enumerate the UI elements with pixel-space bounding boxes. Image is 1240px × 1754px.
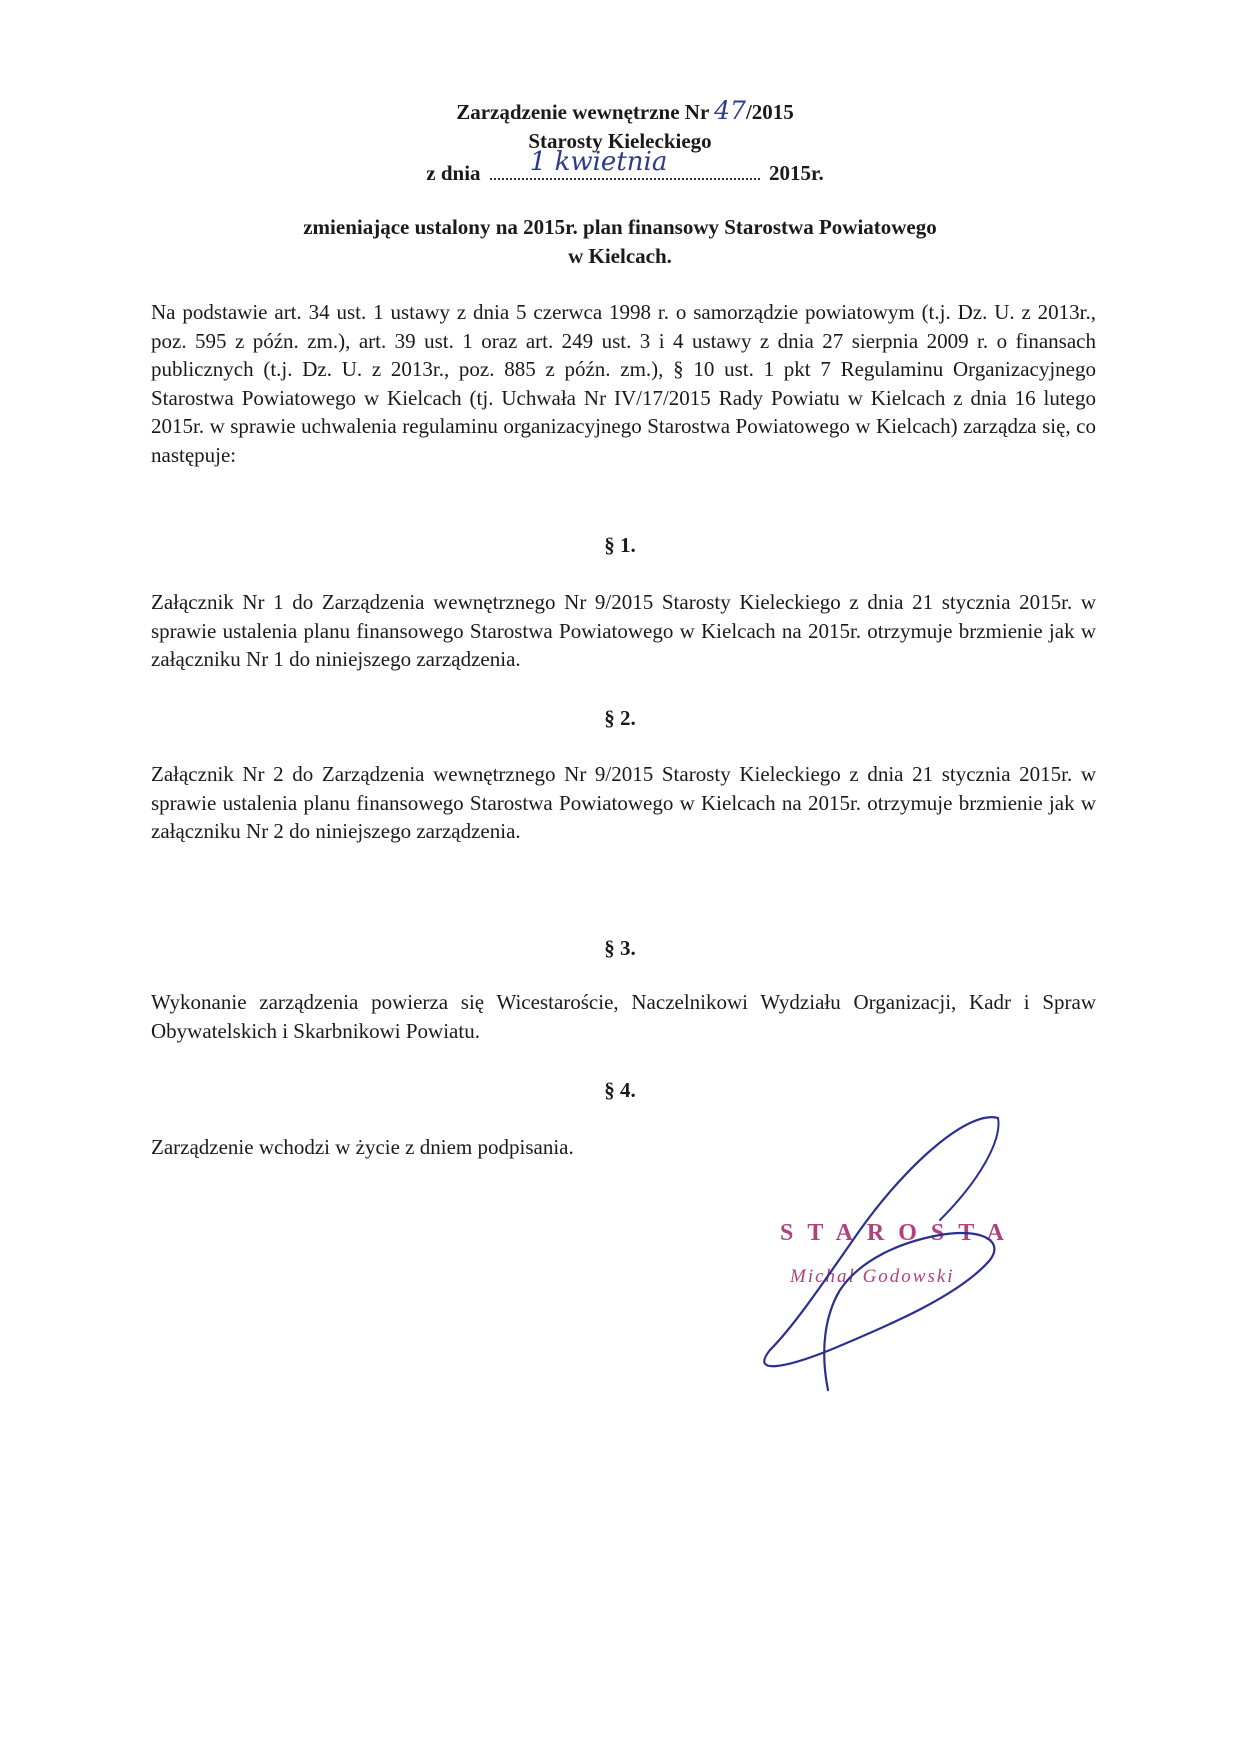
date-suffix: 2015r. bbox=[769, 161, 824, 185]
handwritten-date: 1 kwietnia bbox=[529, 147, 668, 177]
title-suffix: /2015 bbox=[745, 100, 794, 124]
section-3-text: Wykonanie zarządzenia powierza się Wicestaroście, Naczelnikowi Wydziału Organizacji, Kadr i Spraw Obywatelskich i Skarbnikowi Powiatu. bbox=[151, 990, 1096, 1043]
document-title bbox=[5, 96, 1240, 127]
title-prefix: Zarządzenie wewnętrzne Nr bbox=[456, 100, 709, 124]
stamp-name: Michał Godowski bbox=[790, 1266, 955, 1287]
document-subject bbox=[0, 213, 1240, 271]
section-3-heading: § 3. bbox=[604, 936, 636, 960]
date-dotted-field bbox=[490, 147, 760, 180]
section-2-text: Załącznik Nr 2 do Zarządzenia wewnętrznego Nr 9/2015 Starosty Kieleckiego z dnia 21 stycznia 2015r. w sprawie ustalenia planu finansowego Starostwa Powiatowego w Kielcach na 2015r. otrzymuje brzmienie jak w załączniku Nr 2 do niniejszego zarządzenia. bbox=[151, 762, 1096, 843]
stamp-title: STAROSTA bbox=[780, 1220, 1018, 1246]
subject-line-1: zmieniające ustalony na 2015r. plan finansowy Starostwa Powiatowego bbox=[303, 215, 937, 239]
handwritten-signature bbox=[740, 1100, 1020, 1400]
document-header bbox=[0, 96, 1240, 188]
preamble: Na podstawie art. 34 ust. 1 ustawy z dnia 5 czerwca 1998 r. o samorządzie powiatowym (t.j. Dz. U. z 2013r., poz. 595 z późn. zm.), art. 39 ust. 1 oraz art. 249 ust. 3 i 4 ustawy z dnia 27 sierpnia 2009 r. o finansach publicznych (t.j. Dz. U. z 2013r., poz. 885 z późn. zm.), § 10 ust. 1 pkt 7 Regulaminu Organizacyjnego Starostwa Powiatowego w Kielcach (tj. Uchwała Nr IV/17/2015 Rady Powiatu w Kielcach z dnia 16 lutego 2015r. w sprawie uchwalenia regulaminu organizacyjnego Starostwa Powiatowego w Kielcach) zarządza się, co następuje: bbox=[151, 300, 1096, 467]
handwritten-number: 47 bbox=[714, 96, 746, 125]
document-date bbox=[5, 147, 1240, 188]
date-prefix: z dnia bbox=[426, 161, 481, 185]
section-4-heading: § 4. bbox=[604, 1078, 636, 1102]
section-4-text: Zarządzenie wchodzi w życie z dniem podpisania. bbox=[151, 1135, 574, 1159]
subject-line-2: w Kielcach. bbox=[568, 244, 672, 268]
section-2-heading: § 2. bbox=[604, 706, 636, 730]
section-1-text: Załącznik Nr 1 do Zarządzenia wewnętrznego Nr 9/2015 Starosty Kieleckiego z dnia 21 stycznia 2015r. w sprawie ustalenia planu finansowego Starostwa Powiatowego w Kielcach na 2015r. otrzymuje brzmienie jak w załączniku Nr 1 do niniejszego zarządzenia. bbox=[151, 590, 1096, 671]
section-1-heading: § 1. bbox=[604, 533, 636, 557]
issuer: Starosty Kieleckiego bbox=[528, 129, 712, 153]
